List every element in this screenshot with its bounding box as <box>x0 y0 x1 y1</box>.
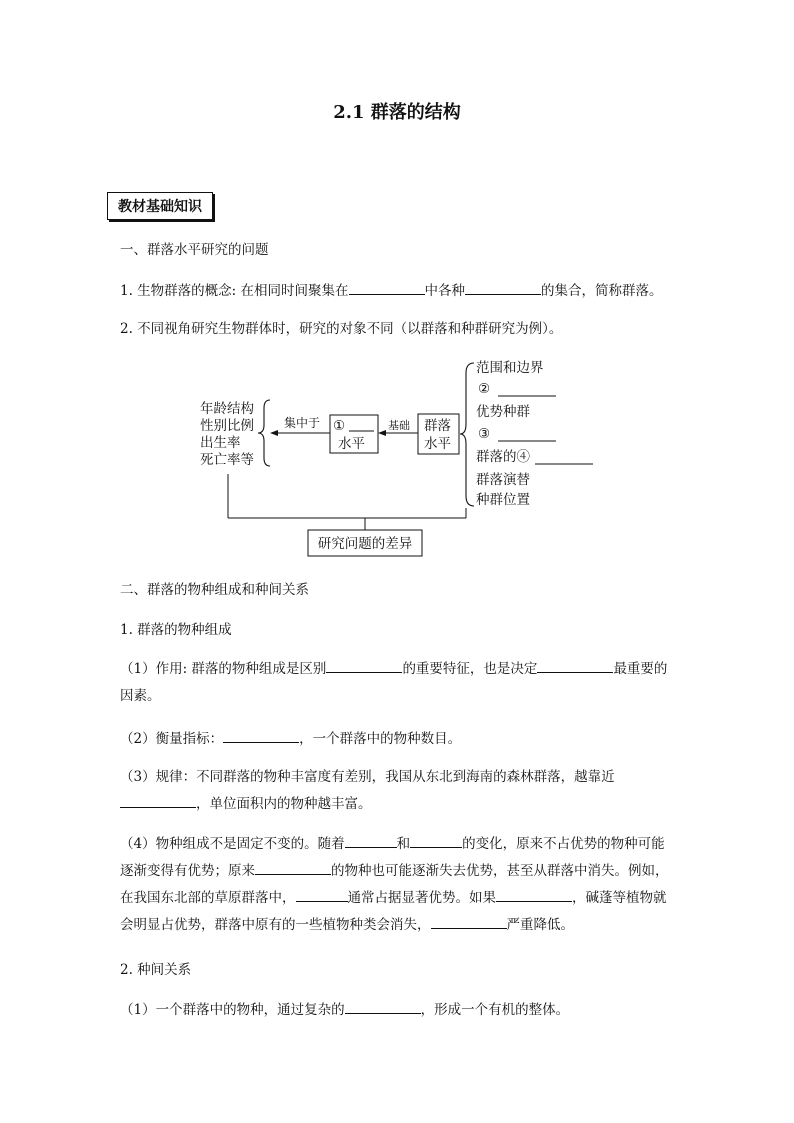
concept-line: 1. 生物群落的概念: 在相同时间聚集在 中各种 的集合，简称群落。 <box>120 280 663 301</box>
item2-line: 2. 不同视角研究生物群体时，研究的对象不同（以群落和种群研究为例）。 <box>120 321 563 337</box>
comm-item: ③ <box>478 426 491 442</box>
paragraph-4: （4）物种组成不是固定不变的。随着 和 的变化，原来不占优势的物种可能逐渐变得有优势；原来 的物种也可能逐渐失去优势，甚至从群落中消失。例如，在我国东北部的草原群落中， 通常占据显著优势。如果 ，碱蓬等植物就会明显占优势，群落中原有的一些植物种类会消失， 严重降低。 <box>120 831 676 939</box>
section2-heading: 二、群落的物种组成和种间关系 <box>120 582 309 598</box>
fill-blank <box>326 658 402 673</box>
fill-blank <box>496 887 572 902</box>
base-label: 基础 <box>388 419 410 432</box>
box2-line2: 水平 <box>424 436 451 452</box>
comm-item: 范围和边界 <box>476 360 544 376</box>
sub1-heading: 1. 群落的物种组成 <box>120 622 232 638</box>
comm-item: 群落演替 <box>476 472 530 488</box>
pop-brace <box>258 400 270 466</box>
arrow-head <box>378 430 386 436</box>
section1-heading: 一、群落水平研究的问题 <box>120 242 269 258</box>
comm-item: ② <box>478 381 491 397</box>
fill-blank <box>345 999 421 1014</box>
fill-blank <box>223 728 299 743</box>
fill-blank <box>431 914 507 929</box>
fill-blank <box>410 833 462 848</box>
box2-line1: 群落 <box>424 418 451 434</box>
fill-blank <box>345 833 397 848</box>
comm-item: 优势种群 <box>476 404 530 420</box>
section-badge: 教材基础知识 <box>107 192 213 220</box>
box1-line1: ① <box>333 418 346 434</box>
paragraph-1: （1）作用: 群落的物种组成是区别 的重要特征，也是决定 最重要的因素。 <box>120 656 676 710</box>
paragraph-3: （3）规律：不同群落的物种丰富度有差别，我国从东北到海南的森林群落，越靠近，单位面积内的物种越丰富。 <box>120 769 615 812</box>
paragraph-2: （2）衡量指标： ，一个群落中的物种数目。 <box>120 728 461 749</box>
pop-item: 出生率 <box>200 435 241 451</box>
fill-blank <box>120 793 196 808</box>
fill-blank <box>255 860 331 875</box>
comm-item: 群落的④ <box>476 449 530 465</box>
pop-item: 死亡率等 <box>200 452 254 468</box>
focus-label: 集中于 <box>284 416 321 430</box>
pop-item: 性别比例 <box>200 418 254 434</box>
box1-line2: 水平 <box>338 436 365 452</box>
paragraph-5: （1）一个群落中的物种，通过复杂的 ，形成一个有机的整体。 <box>120 999 569 1020</box>
fill-blank <box>537 658 613 673</box>
comm-item: 种群位置 <box>476 492 530 508</box>
pop-item: 年龄结构 <box>200 401 254 417</box>
comm-brace <box>460 363 474 506</box>
arrow-head <box>270 430 278 436</box>
sub2-heading: 2. 种间关系 <box>120 962 192 978</box>
fill-blank <box>296 887 348 902</box>
difference-label: 研究问题的差异 <box>317 536 413 552</box>
page-title: 2.1 群落的结构 <box>333 102 461 123</box>
